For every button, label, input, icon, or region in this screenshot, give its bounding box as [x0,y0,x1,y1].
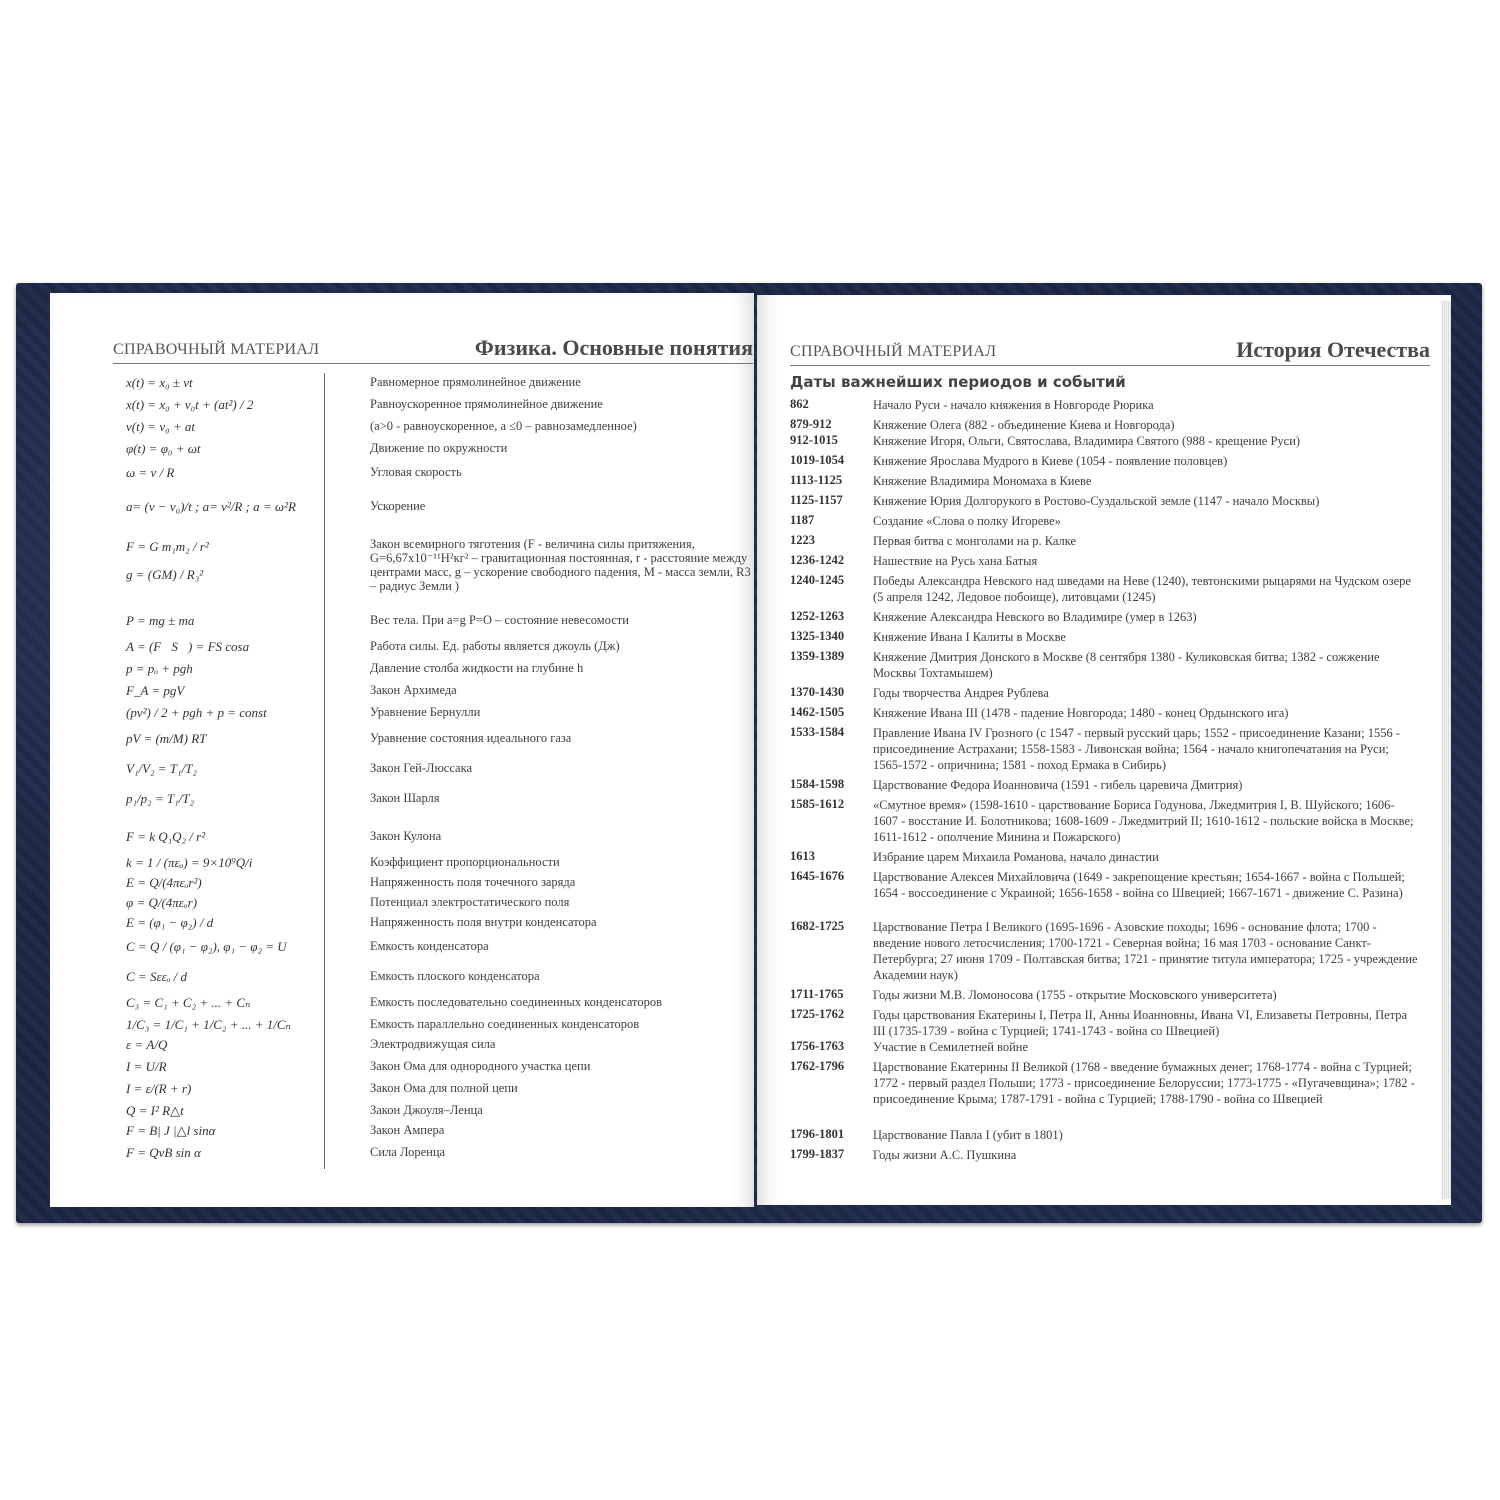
formula: C = Q / (φ₁ − φ₂), φ₁ − φ₂ = U [126,939,287,954]
event-year: 1187 [790,513,815,527]
event-year: 1711-1765 [790,987,844,1001]
event-year: 1645-1676 [790,869,845,883]
formula-description: Электродвижущая сила [370,1037,496,1051]
formula: I = ε/(R + r) [126,1081,192,1096]
event-text: Княжение Олега (882 - объединение Киева и Новгорода) [873,418,1175,432]
formula-description: Емкость конденсатора [370,939,489,953]
event-year: 1533-1584 [790,725,845,739]
formula-description: Движение по окружности [370,441,508,455]
formula: v(t) = v₀ + at [126,419,195,434]
event-year: 912-1015 [790,433,838,447]
formula: ε = A/Q [126,1037,168,1052]
event-text: Правление Ивана IV Грозного (с 1547 - первый русский царь; 1552 - присоединение Казани; 1556 - присоединение Астрахани; 1558-1583 - Ливонская война; 1564 - начало книгопечатания на Руси; 1565-1572 - опричнина; 1581 - поход Ермака в Сибирь) [873,726,1401,772]
event-text: Княжение Ярослава Мудрого в Киеве (1054 - появление половцев) [873,454,1228,468]
formula: P = mg ± ma [126,613,195,628]
formula-description: Уравнение Бернулли [370,705,481,719]
formula: φ(t) = φ₀ + ωt [126,441,201,456]
event-text: Княжение Юрия Долгорукого в Ростово-Суздальской земле (1147 - начало Москвы) [873,494,1320,508]
event-text: Нашествие на Русь хана Батыя [873,554,1038,568]
event-text: Царствование Федора Иоанновича (1591 - гибель царевича Дмитрия) [873,778,1243,792]
formula: F_A = pgV [126,683,185,698]
event-text: Царствование Екатерины II Великой (1768 - введение бумажных денег; 1768-1774 - война с Турцией; 1772 - первый раздел Польши; 1773 - присоединение Белоруссии; 1773-1775 - «Пугачевщина»; 1782 - присоединение Крыма; 1787-1791 - война с Турцией; 1788-1790 - война со Швецией [873,1060,1415,1106]
event-text: Царствование Алексея Михайловича (1649 - закрепощение крестьян; 1654-1667 - война с Польшей; 1654 - воссоединение с Украиной; 1656-1658 - война со Швецией; 1667-1671 - движение С. Разина) [873,870,1405,900]
formula-description: Закон Ома для полной цепи [370,1081,518,1095]
formula-description: Напряженность поля внутри конденсатора [370,915,597,929]
page-edges [1441,301,1451,1199]
formula: F = B| J |△l sinα [126,1123,216,1138]
formula: (pv²) / 2 + pgh + p = const [126,705,267,720]
formula-description: Закон Кулона [370,829,442,843]
event-text: Годы жизни А.С. Пушкина [873,1148,1017,1162]
formula: p = pₒ + pgh [126,661,193,676]
formula-description: Закон Архимеда [370,683,457,697]
formula-description: Закон Гей-Люссака [370,761,473,775]
event-text: Царствование Павла I (убит в 1801) [873,1128,1063,1142]
formula-description: (a>0 - равноускоренное, a ≤0 – равнозамедленное) [370,419,637,433]
formula-description: Равномерное прямолинейное движение [370,375,581,389]
event-year: 1240-1245 [790,573,845,587]
event-text: Первая битва с монголами на р. Калке [873,534,1077,548]
right-section-label: СПРАВОЧНЫЙ МАТЕРИАЛ [790,343,997,360]
formula: 1/C₃ = 1/C₁ + 1/C₂ + ... + 1/Cₙ [126,1017,291,1032]
formula: I = U/R [126,1059,167,1074]
formula: p₁/p₂ = T₁/T₂ [126,791,195,806]
notebook-cover [16,283,1482,1223]
event-text: Избрание царем Михаила Романова, начало династии [873,850,1159,864]
formula-description: Напряженность поля точечного заряда [370,875,576,889]
event-year: 862 [790,397,809,411]
formula: x(t) = x₀ ± vt [126,375,193,390]
history-subtitle: Даты важнейших периодов и событий [790,373,1126,391]
event-text: Княжение Владимира Мономаха в Киеве [873,474,1092,488]
event-year: 1223 [790,533,815,547]
left-page-title: Физика. Основные понятия [474,335,753,360]
formula-description: Угловая скорость [370,465,462,479]
formula-description: Вес тела. При a=g P=O – состояние невесомости [370,613,629,627]
formula: pV = (m/M) RT [126,731,207,746]
left-section-label: СПРАВОЧНЫЙ МАТЕРИАЛ [113,341,320,358]
formula-description: Сила Лоренца [370,1145,446,1159]
event-year: 1584-1598 [790,777,845,791]
formula: x(t) = x₀ + v₀t + (at²) / 2 [126,397,254,412]
formula-description: Емкость плоского конденсатора [370,969,540,983]
formula-description: Работа силы. Ед. работы является джоуль (Дж) [370,639,620,653]
event-year: 1796-1801 [790,1127,845,1141]
event-text: Царствование Петра I Великого (1695-1696 - Азовские походы; 1696 - основание флота; 1700 - введение нового летосчисления; 1700-1721 - Северная война; 16 мая 1703 - основание Санкт-Петербурга; 27 июня 1709 - Полтавская битва; 1721 - принятие титула императора; 1725 - учреждение Академии наук) [873,920,1418,982]
formula: E = (φ₁ − φ₂) / d [126,915,214,930]
event-year: 1325-1340 [790,629,845,643]
formula: F = G m₁m₂ / r² [126,539,209,554]
left-page-header [113,329,753,364]
event-text: Годы творчества Андрея Рублева [873,686,1049,700]
event-year: 1799-1837 [790,1147,845,1161]
right-page-title: История Отечества [1236,337,1430,362]
formula: A = (F⃗S⃗) = FS cosa [126,639,250,654]
event-year: 1762-1796 [790,1059,845,1073]
event-year: 1613 [790,849,815,863]
event-text: Участие в Семилетней войне [873,1040,1029,1054]
formula-description: Закон Ома для однородного участка цепи [370,1059,591,1073]
event-text: Княжение Дмитрия Донского в Москве (8 сентября 1380 - Куликовская битва; 1382 - сожжение Москвы Тохтамышем) [873,650,1380,680]
event-year: 1462-1505 [790,705,845,719]
event-text: Создание «Слова о полку Игореве» [873,514,1061,528]
column-divider [324,373,325,1169]
right-page [757,295,1451,1205]
formula-description: Закон Шарля [370,791,440,805]
formula-description: Равноускоренное прямолинейное движение [370,397,603,411]
formula: E = Q/(4πεₒr²) [126,875,202,890]
formula: Q = I² R△t [126,1103,184,1118]
event-year: 1125-1157 [790,493,843,507]
formula-description: Закон Ампера [370,1123,445,1137]
formula: C = Sεεₒ / d [126,969,188,984]
formula: g = (GM) / R₃² [126,567,204,582]
event-year: 1756-1763 [790,1039,845,1053]
event-year: 1252-1263 [790,609,845,623]
event-year: 1585-1612 [790,797,845,811]
event-text: Княжение Ивана I Калиты в Москве [873,630,1066,644]
formula: ω = v / R [126,465,175,480]
formula-description: Закон Джоуля–Ленца [370,1103,483,1117]
formula-description: Емкость параллельно соединенных конденсаторов [370,1017,640,1031]
event-year: 879-912 [790,417,832,431]
formula-description: Закон всемирного тяготения (F - величина силы притяжения, G=6,67x10⁻¹¹Н²кг² – гравитационная постоянная, r - расстояние между центрами масс, g – ускорение свободного падения, M - масса земли, R3 – радиус Земли ) [370,537,751,593]
right-page-header [790,331,1430,366]
event-year: 1359-1389 [790,649,845,663]
event-text: Княжение Игоря, Ольги, Святослава, Владимира Святого (988 - крещение Руси) [873,434,1301,448]
formula-description: Потенциал электростатического поля [370,895,570,909]
event-text: Княжение Ивана III (1478 - падение Новгорода; 1480 - конец Ордынского ига) [873,706,1289,720]
formula-description: Уравнение состояния идеального газа [370,731,572,745]
event-year: 1236-1242 [790,553,845,567]
event-text: «Смутное время» (1598-1610 - царствование Бориса Годунова, Лжедмитрия I, В. Шуйского; 1606-1607 - восстание И. Болотникова; 1608-1609 - Лжедмитрий II; 1610-1612 - польские войска в Москве; 1611-1612 - ополчение Минина и Пожарского) [873,798,1414,844]
event-year: 1113-1125 [790,473,843,487]
formula-description: Емкость последовательно соединенных конденсаторов [370,995,663,1009]
formula: C₃ = C₁ + C₂ + ... + Cₙ [126,995,251,1010]
event-year: 1019-1054 [790,453,845,467]
event-text: Годы жизни М.В. Ломоносова (1755 - открытие Московского университета) [873,988,1277,1002]
event-text: Годы царствования Екатерины I, Петра II, Анны Иоанновны, Ивана VI, Елизаветы Петровны, Петра III (1735-1739 - война с Турцией; 1741-1743 - война со Швецией) [873,1008,1408,1038]
formula: φ = Q/(4πεₒr) [126,895,198,910]
event-year: 1370-1430 [790,685,845,699]
formula: a= (v − v₀)/t ; a= v²/R ; a = ω²R [126,499,296,514]
event-year: 1725-1762 [790,1007,845,1021]
event-text: Победы Александра Невского над шведами на Неве (1240), тевтонскими рыцарями на Чудском озере (5 апреля 1242, Ледовое побоище), литовцами (1245) [873,574,1411,604]
event-text: Княжение Александра Невского во Владимире (умер в 1263) [873,610,1197,624]
formula-description: Коэффициент пропорциональности [370,855,560,869]
formula: F = k Q₁Q₂ / r² [126,829,206,844]
formula: k = 1 / (πεₒ) = 9×10⁹Q/i [126,855,253,870]
formula: V₁/V₂ = T₁/T₂ [126,761,197,776]
event-year: 1682-1725 [790,919,845,933]
formula-description: Давление столба жидкости на глубине h [370,661,584,675]
formula-description: Ускорение [370,499,426,513]
event-text: Начало Руси - начало княжения в Новгороде Рюрика [873,398,1154,412]
formula: F = QvB sin α [126,1145,201,1160]
left-page [50,293,754,1207]
